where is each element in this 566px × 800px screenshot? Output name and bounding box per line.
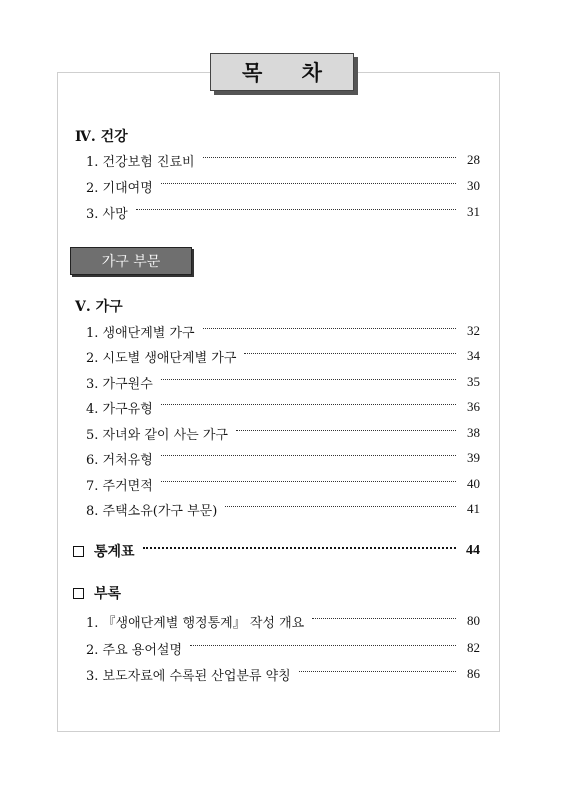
toc-entry[interactable] [86, 448, 480, 468]
toc-entry-page: 28 [467, 152, 480, 167]
toc-entry-label: 7. 주거면적 [86, 478, 153, 494]
toc-entry-stats[interactable] [73, 540, 480, 562]
toc-entry-label: 1. 생애단계별 가구 [86, 325, 195, 341]
toc-entry-page: 39 [467, 450, 480, 465]
leader-dots [161, 481, 456, 482]
leader-dots [161, 379, 456, 380]
toc-entry-page: 80 [467, 613, 480, 628]
leader-dots [203, 157, 456, 158]
toc-entry-page: 30 [467, 178, 480, 193]
square-bullet-icon [73, 546, 84, 557]
toc-entry-label: 통계표 [94, 544, 135, 560]
toc-entry[interactable] [86, 202, 480, 222]
household-group-label: 가구 부문 [70, 247, 192, 275]
page-title: 목 차 [210, 53, 354, 91]
leader-dots [161, 183, 456, 184]
toc-entry[interactable] [86, 321, 480, 341]
leader-dots [203, 328, 456, 329]
toc-entry-page: 41 [467, 501, 480, 516]
toc-entry-page: 44 [466, 543, 480, 558]
toc-entry-label: 2. 주요 용어설명 [86, 642, 183, 658]
toc-entry-page: 82 [467, 640, 480, 655]
leader-dots [143, 547, 456, 549]
toc-entry[interactable] [86, 423, 480, 443]
toc-entry-label: 3. 가구원수 [86, 376, 153, 392]
square-bullet-icon [73, 588, 84, 599]
leader-dots [244, 353, 456, 354]
leader-dots [190, 645, 456, 646]
toc-entry[interactable] [86, 346, 480, 366]
toc-entry-label: 3. 사망 [86, 206, 128, 222]
leader-dots [312, 618, 456, 619]
toc-entry[interactable] [86, 499, 480, 519]
toc-entry-label: 1. 『생애단계별 행정통계』 작성 개요 [86, 615, 305, 631]
toc-entry[interactable] [86, 397, 480, 417]
toc-entry[interactable] [86, 150, 480, 170]
toc-entry[interactable] [86, 611, 480, 631]
toc-entry-label: 8. 주택소유(가구 부문) [86, 503, 218, 519]
toc-entry-label: 2. 시도별 생애단계별 가구 [86, 350, 237, 366]
toc-entry-label: 2. 기대여명 [86, 180, 153, 196]
leader-dots [236, 430, 456, 431]
toc-entry[interactable] [86, 664, 480, 684]
section-heading-label: 부록 [94, 586, 122, 602]
leader-dots [161, 455, 456, 456]
toc-entry-page: 36 [467, 399, 480, 414]
toc-entry[interactable] [86, 372, 480, 392]
toc-entry-page: 32 [467, 323, 480, 338]
toc-entry[interactable] [86, 638, 480, 658]
toc-entry-page: 34 [467, 348, 480, 363]
toc-entry-page: 86 [467, 666, 480, 681]
leader-dots [299, 671, 456, 672]
section-heading-household: Ⅴ. 가구 [75, 299, 123, 315]
toc-entry-page: 35 [467, 374, 480, 389]
section-heading-health: Ⅳ. 건강 [75, 129, 128, 145]
leader-dots [136, 209, 456, 210]
toc-entry-page: 40 [467, 476, 480, 491]
toc-entry[interactable] [86, 474, 480, 494]
leader-dots [161, 404, 456, 405]
leader-dots [225, 506, 456, 507]
section-heading-appendix [73, 582, 480, 604]
toc-entry-page: 38 [467, 425, 480, 440]
toc-entry-label: 5. 자녀와 같이 사는 가구 [86, 427, 228, 443]
toc-entry[interactable] [86, 176, 480, 196]
toc-entry-label: 6. 거처유형 [86, 452, 153, 468]
toc-entry-page: 31 [467, 204, 480, 219]
toc-entry-label: 3. 보도자료에 수록된 산업분류 약칭 [86, 668, 291, 684]
toc-entry-label: 1. 건강보험 진료비 [86, 154, 195, 170]
toc-entry-label: 4. 가구유형 [86, 401, 153, 417]
